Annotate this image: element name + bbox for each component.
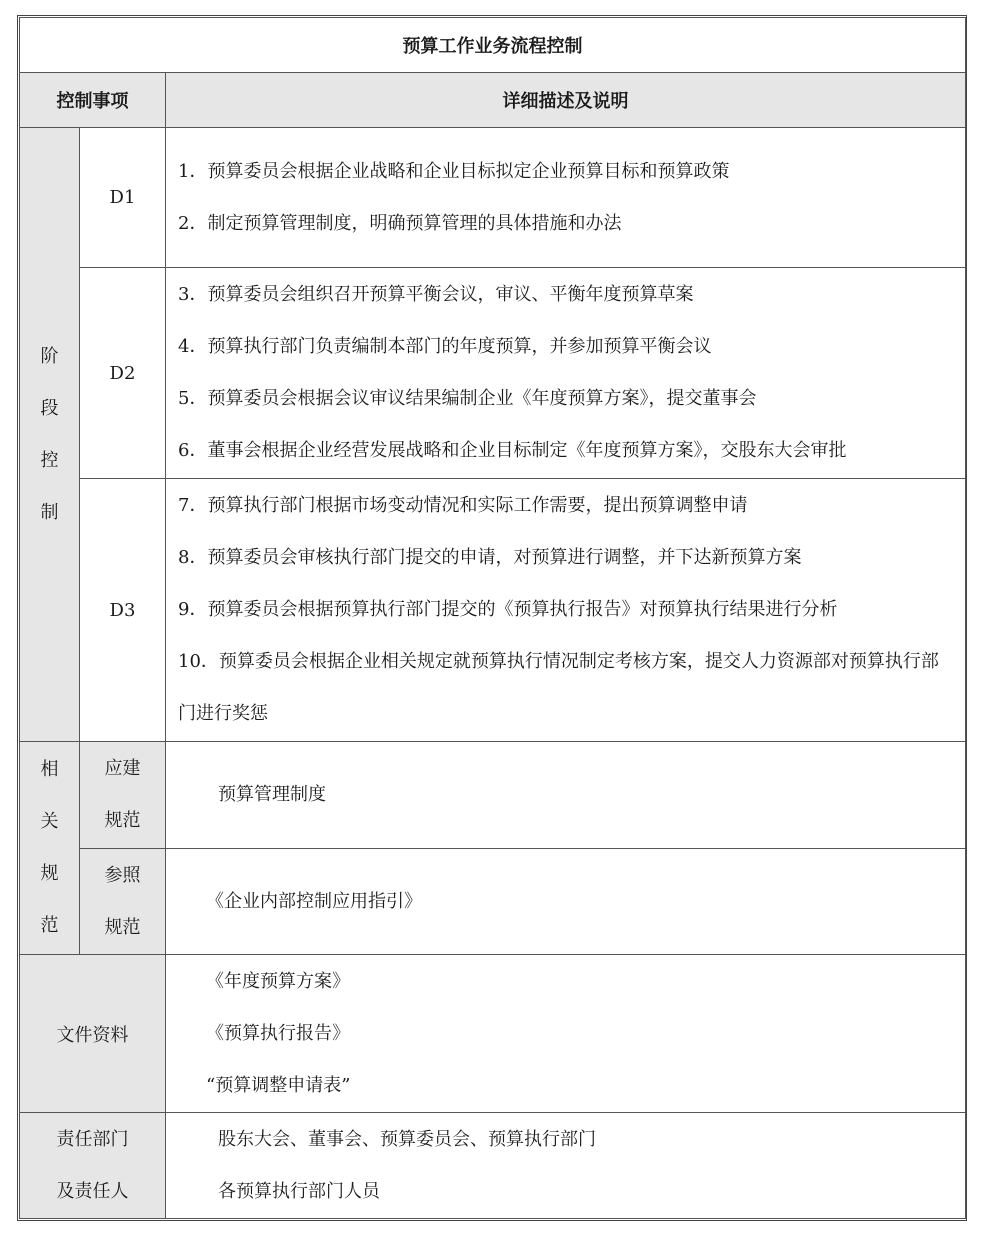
related-norms-label bbox=[20, 742, 80, 955]
stage-desc-d2 bbox=[166, 268, 966, 479]
document-item: “预算调整申请表” bbox=[206, 1074, 351, 1096]
norm-build-value: 预算管理制度 bbox=[218, 784, 326, 805]
norms-label-char: 规 bbox=[40, 863, 59, 884]
list-item: 8．预算委员会审核执行部门提交的申请，对预算进行调整，并下达新预算方案 bbox=[178, 547, 802, 568]
title-row bbox=[20, 18, 966, 73]
norm-build-label bbox=[80, 742, 166, 849]
stage-label-char: 控 bbox=[40, 449, 59, 471]
list-item: 10．预算委员会根据企业相关规定就预算执行情况制定考核方案，提交人力资源部对预算执行部门进行奖惩 bbox=[178, 651, 939, 724]
stage-code-d1: D1 bbox=[80, 128, 166, 268]
documents-row bbox=[20, 955, 966, 1113]
responsibility-item: 股东大会、董事会、预算委员会、预算执行部门 bbox=[218, 1128, 596, 1150]
header-description: 详细描述及说明 bbox=[166, 73, 966, 128]
responsibility-label-line: 及责任人 bbox=[56, 1180, 129, 1202]
stage-label-char: 段 bbox=[40, 397, 59, 419]
norm-reference-label bbox=[80, 849, 166, 955]
document-item: 《预算执行报告》 bbox=[206, 1022, 350, 1044]
stage-desc-d1 bbox=[166, 128, 966, 268]
responsibility-label-line: 责任部门 bbox=[56, 1128, 129, 1150]
stage-label-char: 制 bbox=[40, 501, 59, 523]
norm-reference-label-line: 参照 bbox=[104, 864, 141, 886]
process-control-table bbox=[19, 17, 966, 1219]
norm-reference-value-cell bbox=[166, 849, 966, 955]
list-item: 1．预算委员会根据企业战略和企业目标拟定企业预算目标和预算政策 bbox=[178, 160, 730, 182]
stage-code-d2: D2 bbox=[80, 268, 166, 479]
norm-build-label-line: 规范 bbox=[104, 810, 141, 831]
responsibility-label bbox=[20, 1113, 166, 1219]
norms-label-char: 相 bbox=[40, 759, 59, 780]
norms-label-char: 范 bbox=[40, 915, 59, 936]
norm-build-label-line: 应建 bbox=[104, 758, 141, 779]
norm-row-reference bbox=[20, 849, 966, 955]
header-control-item: 控制事项 bbox=[20, 73, 166, 128]
list-item: 2．制定预算管理制度，明确预算管理的具体措施和办法 bbox=[178, 212, 622, 234]
list-item: 5．预算委员会根据会议审议结果编制企业《年度预算方案》，提交董事会 bbox=[178, 388, 757, 409]
norms-label-char: 关 bbox=[40, 811, 59, 832]
responsibility-list bbox=[166, 1113, 966, 1219]
stage-row-d3 bbox=[20, 479, 966, 742]
list-item: 6．董事会根据企业经营发展战略和企业目标制定《年度预算方案》，交股东大会审批 bbox=[178, 440, 847, 461]
stage-row-d1 bbox=[20, 128, 966, 268]
stage-control-label bbox=[20, 128, 80, 742]
header-row bbox=[20, 73, 966, 128]
list-item: 4．预算执行部门负责编制本部门的年度预算，并参加预算平衡会议 bbox=[178, 336, 712, 357]
documents-list bbox=[166, 955, 966, 1113]
norm-build-value-cell bbox=[166, 742, 966, 849]
norm-reference-label-line: 规范 bbox=[104, 916, 141, 938]
list-item: 7．预算执行部门根据市场变动情况和实际工作需要，提出预算调整申请 bbox=[178, 495, 748, 516]
stage-desc-d3 bbox=[166, 479, 966, 742]
table-title: 预算工作业务流程控制 bbox=[20, 18, 966, 73]
stage-label-char: 阶 bbox=[40, 345, 59, 367]
list-item: 9．预算委员会根据预算执行部门提交的《预算执行报告》对预算执行结果进行分析 bbox=[178, 599, 838, 620]
document-item: 《年度预算方案》 bbox=[206, 970, 350, 992]
responsibility-row bbox=[20, 1113, 966, 1219]
stage-row-d2 bbox=[20, 268, 966, 479]
responsibility-item: 各预算执行部门人员 bbox=[218, 1180, 380, 1202]
stage-code-d3: D3 bbox=[80, 479, 166, 742]
norm-reference-value: 《企业内部控制应用指引》 bbox=[206, 890, 422, 912]
list-item: 3．预算委员会组织召开预算平衡会议，审议、平衡年度预算草案 bbox=[178, 284, 694, 305]
documents-label: 文件资料 bbox=[20, 955, 166, 1113]
norm-row-build bbox=[20, 742, 966, 849]
